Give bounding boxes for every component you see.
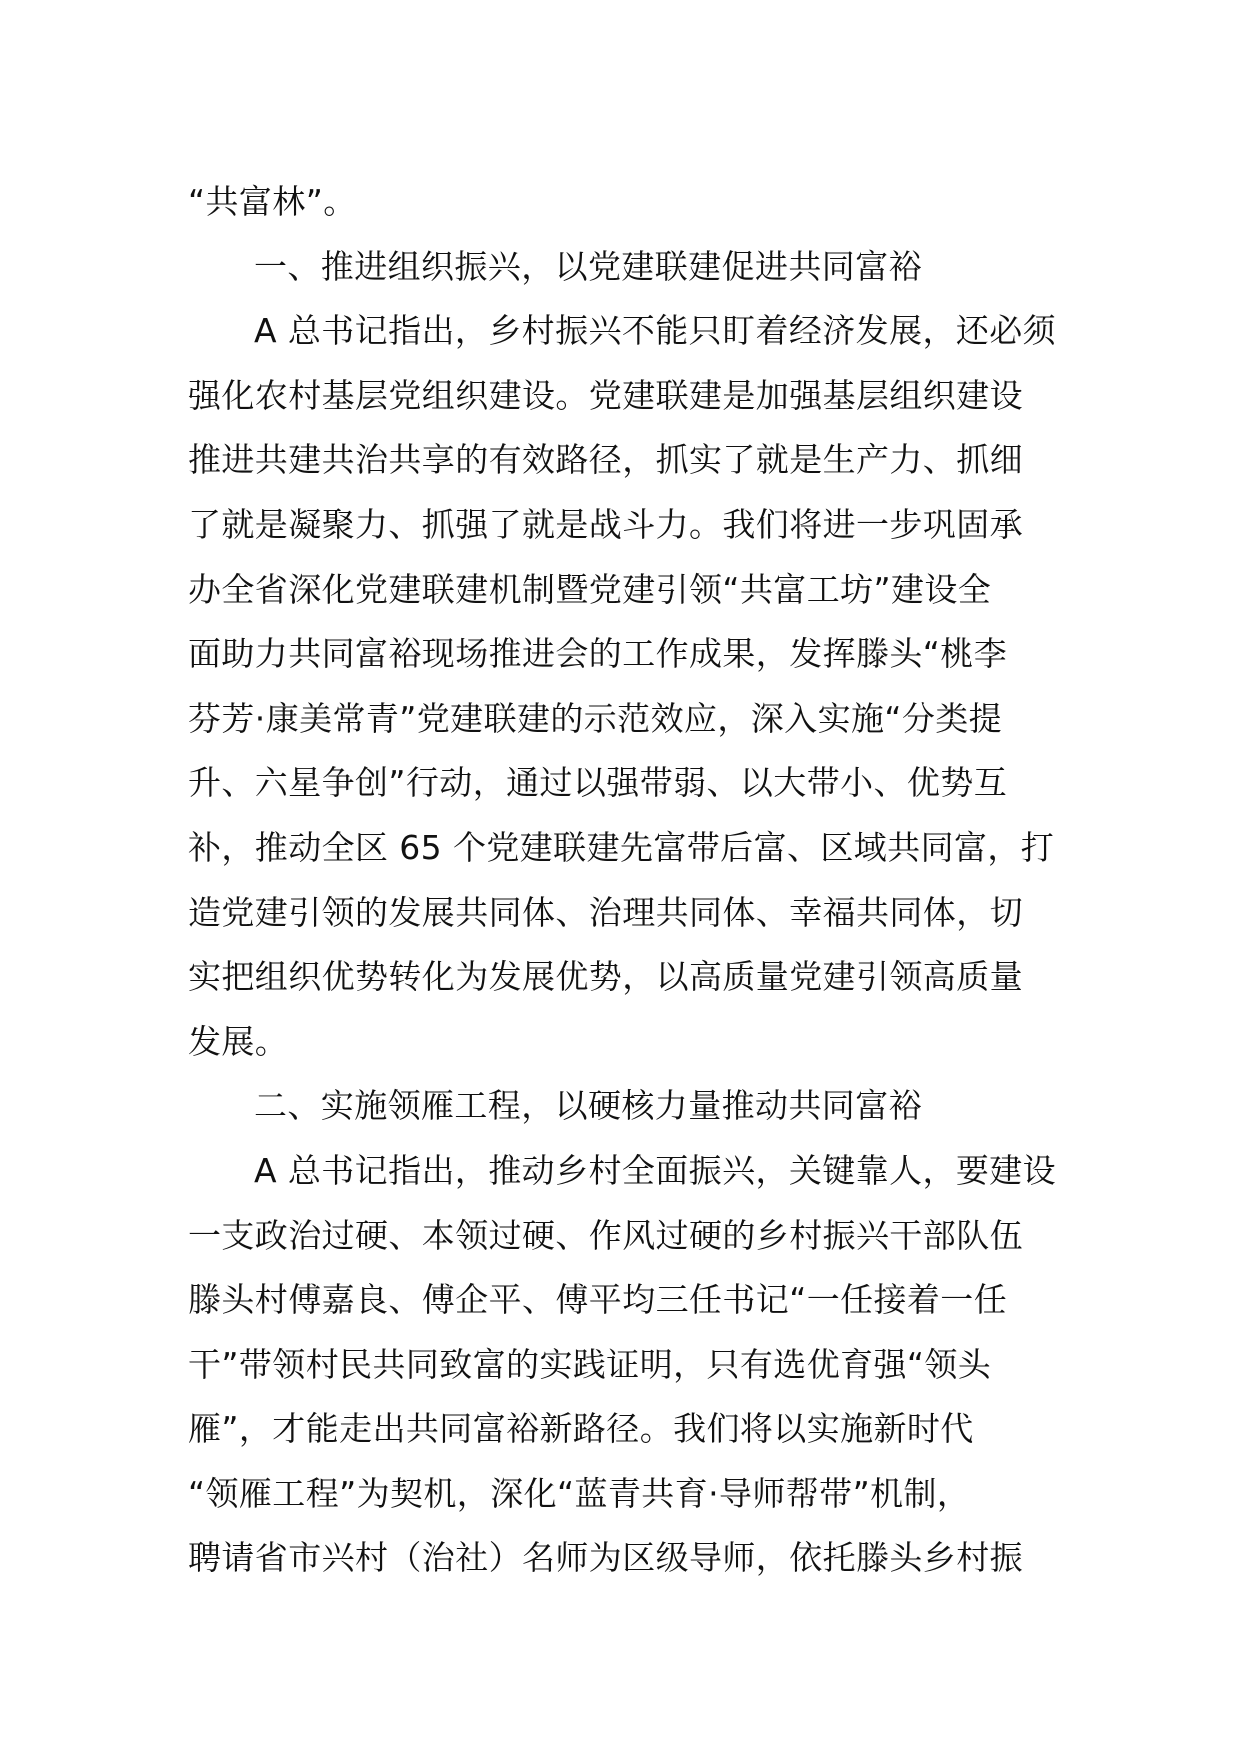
document-body bbox=[188, 170, 1058, 1591]
text-line: 一、推进组织振兴，以党建联建促进共同富裕 bbox=[254, 246, 922, 286]
text-line: 面助力共同富裕现场推进会的工作成果，发挥滕头“桃李 bbox=[188, 634, 1008, 674]
text-line: 升、六星争创”行动，通过以强带弱、以大带小、优势互 bbox=[188, 763, 1008, 803]
text-line: 补，推动全区 65 个党建联建先富带后富、区域共同富，打 bbox=[188, 827, 1055, 867]
text-line: 了就是凝聚力、抓强了就是战斗力。我们将进一步巩固承 bbox=[188, 504, 1023, 544]
text-line: 造党建引领的发展共同体、治理共同体、幸福共同体，切 bbox=[188, 892, 1023, 932]
text-line: 一支政治过硬、本领过硬、作风过硬的乡村振兴干部队伍 bbox=[188, 1215, 1023, 1255]
text-line: 强化农村基层党组织建设。党建联建是加强基层组织建设 bbox=[188, 375, 1023, 415]
text-line: 滕头村傅嘉良、傅企平、傅平均三任书记“一任接着一任 bbox=[188, 1280, 1008, 1320]
text-line: “领雁工程”为契机，深化“蓝青共育·导师帮带”机制， bbox=[188, 1473, 971, 1513]
text-line: 推进共建共治共享的有效路径，抓实了就是生产力、抓细 bbox=[188, 440, 1023, 480]
text-line: A 总书记指出，乡村振兴不能只盯着经济发展，还必须 bbox=[254, 311, 1057, 351]
text-line: A 总书记指出，推动乡村全面振兴，关键靠人，要建设 bbox=[254, 1150, 1057, 1190]
text-line: 干”带领村民共同致富的实践证明，只有选优育强“领头 bbox=[188, 1344, 992, 1384]
text-line: 雁”，才能走出共同富裕新路径。我们将以实施新时代 bbox=[188, 1409, 974, 1449]
text-line: 二、实施领雁工程，以硬核力量推动共同富裕 bbox=[254, 1086, 922, 1126]
text-line: 办全省深化党建联建机制暨党建引领“共富工坊”建设全 bbox=[188, 569, 992, 609]
text-line: “共富林”。 bbox=[188, 182, 357, 221]
text-line: 聘请省市兴村（治社）名师为区级导师，依托滕头乡村振 bbox=[188, 1538, 1023, 1578]
text-line: 发展。 bbox=[188, 1021, 289, 1061]
text-line: 芬芳·康美常青”党建联建的示范效应，深入实施“分类提 bbox=[188, 698, 1003, 738]
text-line: 实把组织优势转化为发展优势，以高质量党建引领高质量 bbox=[188, 957, 1023, 997]
